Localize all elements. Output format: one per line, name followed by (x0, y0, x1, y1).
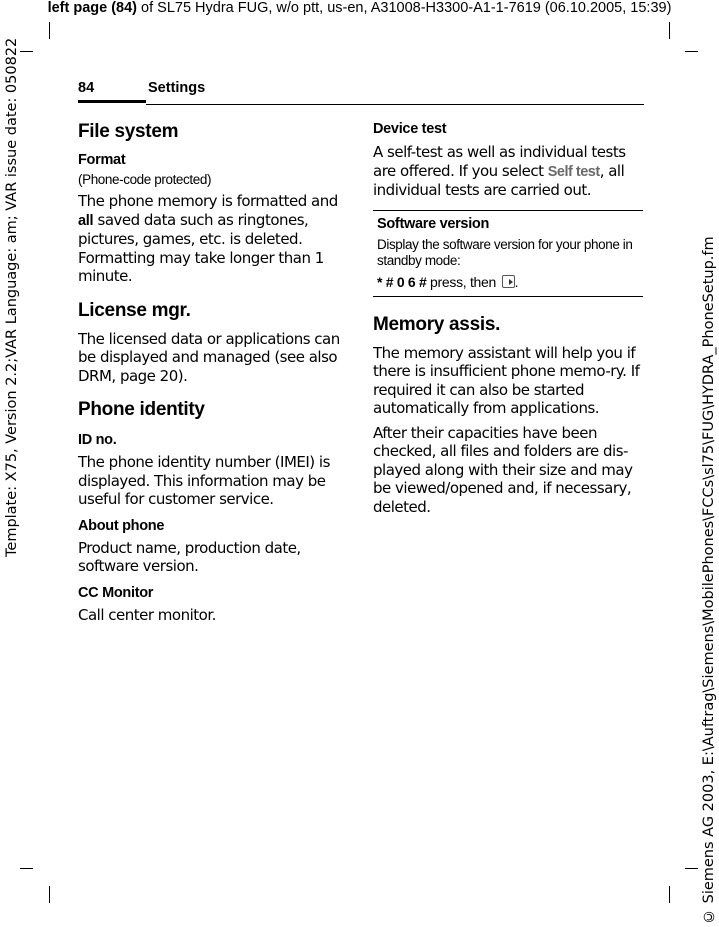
self-test-keyword: Self test (547, 163, 600, 180)
header-rule-thick (78, 100, 146, 103)
copyright-info: © Siemens AG 2003, E:\Auftrag\Siemens\MobilePhones\FCCs\sl75\FUG\HYDRA_PhoneSetup.fm (701, 236, 717, 924)
crop-mark (49, 22, 50, 39)
id-no-text: The phone identity number (IMEI) is displayed. This information may be useful for customer service. (78, 453, 330, 508)
file-system-heading: File system (78, 121, 179, 142)
crop-mark (669, 886, 670, 903)
cc-monitor-heading: CC Monitor (78, 584, 154, 601)
format-text (78, 192, 346, 286)
memory-assis-text-1: The memory assistant will help you if there is insufficient phone memo-ry. If required it can also be started automatically from applications. (373, 343, 640, 417)
device-test-text-1: A self-test as well as individual tests are offered. If you select (373, 143, 626, 180)
software-version-heading: Software version (377, 215, 490, 232)
format-keyword-all: all (78, 212, 94, 229)
crop-mark (49, 886, 50, 903)
key-sequence-end: . (514, 273, 519, 290)
template-info: Template: X75, Version 2.2;VAR Language: am; VAR issue date: 050822 (4, 38, 20, 558)
license-text: The licensed data or applications can be displayed and managed (see also DRM, page 20). (78, 329, 340, 385)
about-phone-heading: About phone (78, 517, 165, 534)
about-phone-text: Product name, production date, software version. (78, 538, 301, 575)
cc-monitor-text: Call center monitor. (78, 605, 216, 624)
device-test-heading: Device test (373, 121, 447, 137)
software-version-text: Display the software version for your phone in standby mode: (377, 236, 633, 268)
crop-mark (20, 868, 33, 869)
format-text-1: The phone memory is formatted and (78, 192, 338, 210)
page-header (78, 79, 644, 105)
key-sequence-text: press, then (426, 273, 500, 290)
crop-mark (20, 51, 33, 52)
memory-assis-text-2: After their capacities have been checked, all files and folders are dis-played along with their size and may be viewed/opened and, if necessary, deleted. (373, 423, 633, 516)
id-no-heading: ID no. (78, 432, 117, 448)
phone-identity-heading: Phone identity (78, 399, 205, 420)
page-number: 84 (78, 80, 95, 96)
format-text-2: saved data such as ringtones, pictures, games, etc. is deleted. Formatting may take longer than 1 minute. (78, 210, 324, 285)
software-version-keys (377, 274, 639, 290)
software-version-box (373, 210, 643, 297)
device-test-text-2: , all individual tests are carried out. (373, 161, 625, 199)
print-info-details: of SL75 Hydra FUG, w/o ptt, us-en, A31008-H3300-A1-1-7619 (06.10.2005, 15:39) (137, 0, 672, 16)
crop-mark (685, 868, 698, 869)
device-test-text (373, 143, 643, 200)
header-rule-thin (146, 104, 644, 105)
page-title: Settings (148, 80, 206, 96)
crop-mark (669, 22, 670, 39)
key-sequence: * # 0 6 # (377, 273, 427, 290)
memory-assis-heading: Memory assis. (373, 313, 501, 335)
crop-mark (685, 51, 698, 52)
print-info-line (0, 0, 719, 16)
right-column (373, 118, 643, 516)
softkey-icon (502, 275, 515, 288)
format-note: (Phone-code protected) (78, 172, 212, 187)
left-column (78, 118, 346, 624)
license-heading: License mgr. (78, 299, 191, 321)
format-heading: Format (78, 152, 126, 168)
print-info-page: left page (84) (47, 0, 138, 16)
